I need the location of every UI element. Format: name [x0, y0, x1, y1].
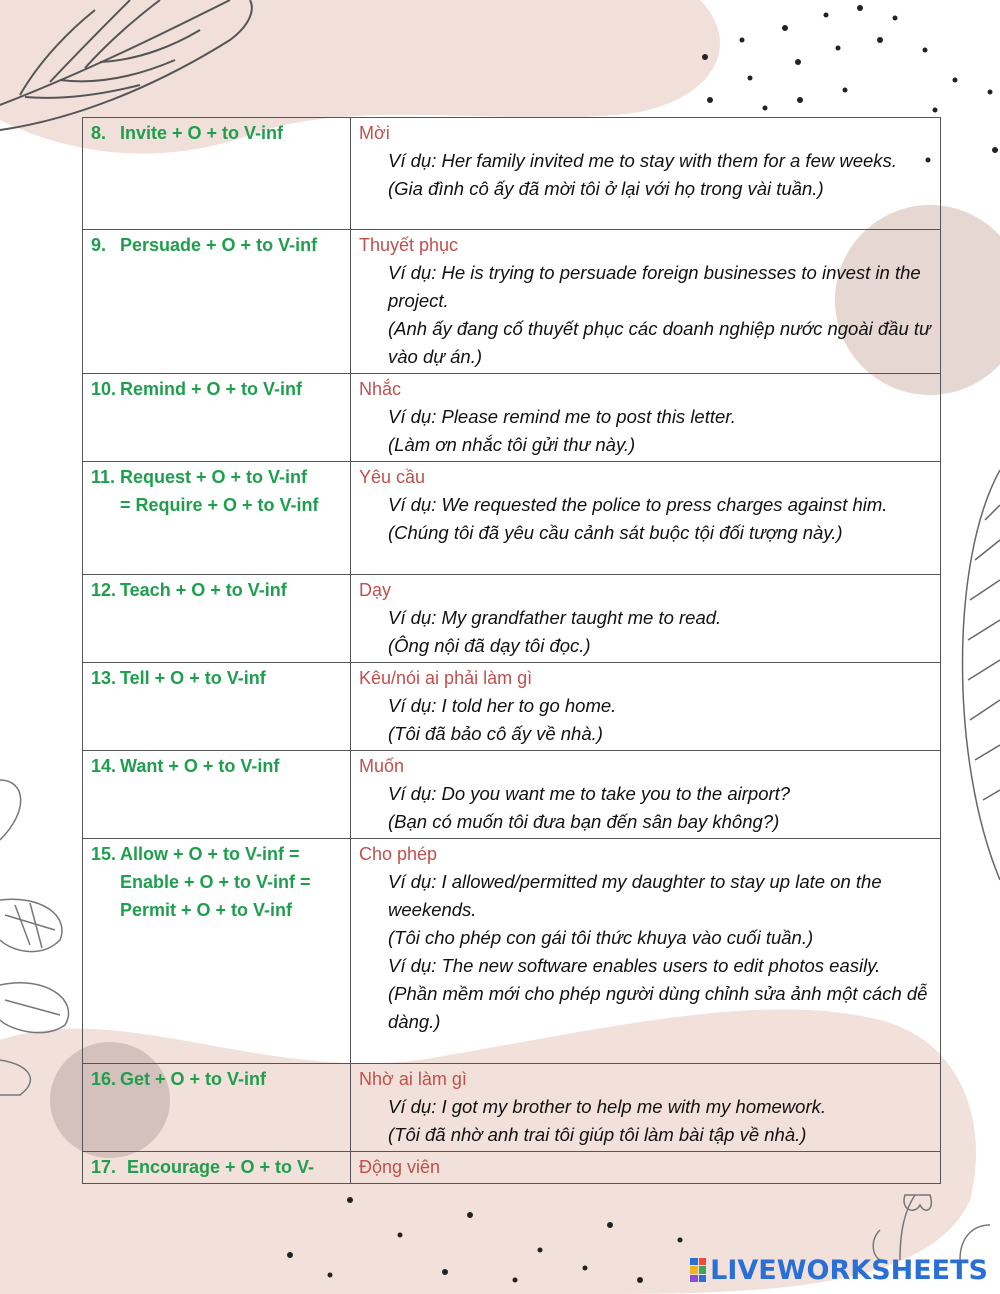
meaning-text: Động viên [359, 1157, 441, 1177]
meaning-text: Cho phép [359, 844, 438, 864]
example-text: Ví dụ: I told her to go home. [388, 695, 617, 716]
pattern-text: Enable + O + to V-inf = [120, 872, 311, 892]
table-row [83, 751, 941, 839]
meaning-cell [351, 230, 941, 374]
pattern-cell [83, 230, 351, 374]
pattern-text: Encourage + O + to V- [127, 1157, 315, 1177]
meaning-text: Thuyết phục [359, 235, 459, 255]
translation-text: (Ông nội đã dạy tôi đọc.) [388, 635, 591, 656]
pattern-text: Get + O + to V-inf [120, 1069, 267, 1089]
pattern-cell [83, 462, 351, 575]
example-text: Ví dụ: Do you want me to take you to the airport? [388, 783, 791, 804]
pattern-cell [83, 575, 351, 663]
meaning-text: Nhắc [359, 379, 402, 399]
logo-icon [690, 1258, 706, 1282]
meaning-text: Yêu cầu [359, 467, 426, 487]
meaning-cell [351, 751, 941, 839]
pattern-text: Teach + O + to V-inf [120, 580, 287, 600]
pattern-text: Persuade + O + to V-inf [120, 235, 318, 255]
example-text: Ví dụ: I allowed/permitted my daughter to stay up late on the weekends. [388, 871, 882, 920]
meaning-cell [351, 1064, 941, 1152]
row-number: 16. [91, 1069, 117, 1089]
example-text: Ví dụ: My grandfather taught me to read. [388, 607, 722, 628]
row-number: 13. [91, 668, 117, 688]
pattern-text: Request + O + to V-inf [120, 467, 308, 487]
table-row [83, 374, 941, 462]
table-row [83, 839, 941, 1064]
pattern-text: Want + O + to V-inf [120, 756, 280, 776]
grammar-table [82, 117, 941, 1184]
pattern-text: Allow + O + to V-inf = [120, 844, 300, 864]
meaning-text: Kêu/nói ai phải làm gì [359, 668, 533, 688]
translation-text: (Chúng tôi đã yêu cầu cảnh sát buộc tội đối tượng này.) [388, 522, 843, 543]
example-text: Ví dụ: Please remind me to post this letter. [388, 406, 736, 427]
meaning-cell [351, 462, 941, 575]
pattern-cell [83, 663, 351, 751]
meaning-cell [351, 839, 941, 1064]
example-text: Ví dụ: He is trying to persuade foreign businesses to invest in the project. [388, 262, 921, 311]
logo-text: LIVEWORKSHEETS [710, 1254, 988, 1286]
table-row [83, 663, 941, 751]
table-row [83, 118, 941, 230]
example-text: Ví dụ: Her family invited me to stay with them for a few weeks. [388, 150, 897, 171]
meaning-text: Muốn [359, 756, 405, 776]
row-number: 8. [91, 123, 107, 143]
meaning-text: Dạy [359, 580, 392, 600]
pattern-cell [83, 1152, 351, 1184]
row-number: 14. [91, 756, 117, 776]
meaning-text: Nhờ ai làm gì [359, 1069, 467, 1089]
row-number: 15. [91, 844, 117, 864]
row-number: 12. [91, 580, 117, 600]
row-number: 17. [91, 1157, 117, 1177]
table-row [83, 1152, 941, 1184]
example-text: Ví dụ: We requested the police to press charges against him. [388, 494, 888, 515]
meaning-cell [351, 663, 941, 751]
translation-text: (Anh ấy đang cố thuyết phục các doanh nghiệp nước ngoài đầu tư vào dự án.) [388, 318, 931, 367]
table-row [83, 1064, 941, 1152]
pattern-cell [83, 751, 351, 839]
example-text: Ví dụ: I got my brother to help me with my homework. [388, 1096, 827, 1117]
table-row [83, 575, 941, 663]
translation-text: (Tôi đã nhờ anh trai tôi giúp tôi làm bài tập về nhà.) [388, 1124, 807, 1145]
translation-text: (Làm ơn nhắc tôi gửi thư này.) [388, 434, 636, 455]
pattern-text: Invite + O + to V-inf [120, 123, 284, 143]
pattern-text: Permit + O + to V-inf [120, 900, 293, 920]
translation-text: (Gia đình cô ấy đã mời tôi ở lại với họ trong vài tuần.) [388, 178, 824, 199]
row-number: 10. [91, 379, 117, 399]
pattern-cell [83, 1064, 351, 1152]
translation-text: (Bạn có muốn tôi đưa bạn đến sân bay không?) [388, 811, 780, 832]
translation-text: (Phần mềm mới cho phép người dùng chỉnh sửa ảnh một cách dễ dàng.) [388, 983, 928, 1032]
pattern-text: = Require + O + to V-inf [120, 495, 319, 515]
meaning-cell [351, 118, 941, 230]
pattern-cell [83, 374, 351, 462]
pattern-cell [83, 839, 351, 1064]
meaning-cell [351, 1152, 941, 1184]
translation-text: (Tôi cho phép con gái tôi thức khuya vào cuối tuần.) [388, 927, 814, 948]
table-row [83, 230, 941, 374]
table-row [83, 462, 941, 575]
right-fern [963, 470, 1000, 880]
meaning-cell [351, 575, 941, 663]
row-number: 11. [91, 467, 116, 487]
liveworksheets-logo[interactable] [690, 1256, 988, 1284]
pattern-text: Tell + O + to V-inf [120, 668, 266, 688]
grammar-table-body [83, 118, 941, 1184]
pattern-cell [83, 118, 351, 230]
example-text: Ví dụ: The new software enables users to edit photos easily. [388, 955, 881, 976]
meaning-cell [351, 374, 941, 462]
translation-text: (Tôi đã bảo cô ấy về nhà.) [388, 723, 603, 744]
meaning-text: Mời [359, 123, 390, 143]
row-number: 9. [91, 235, 107, 255]
pattern-text: Remind + O + to V-inf [120, 379, 303, 399]
